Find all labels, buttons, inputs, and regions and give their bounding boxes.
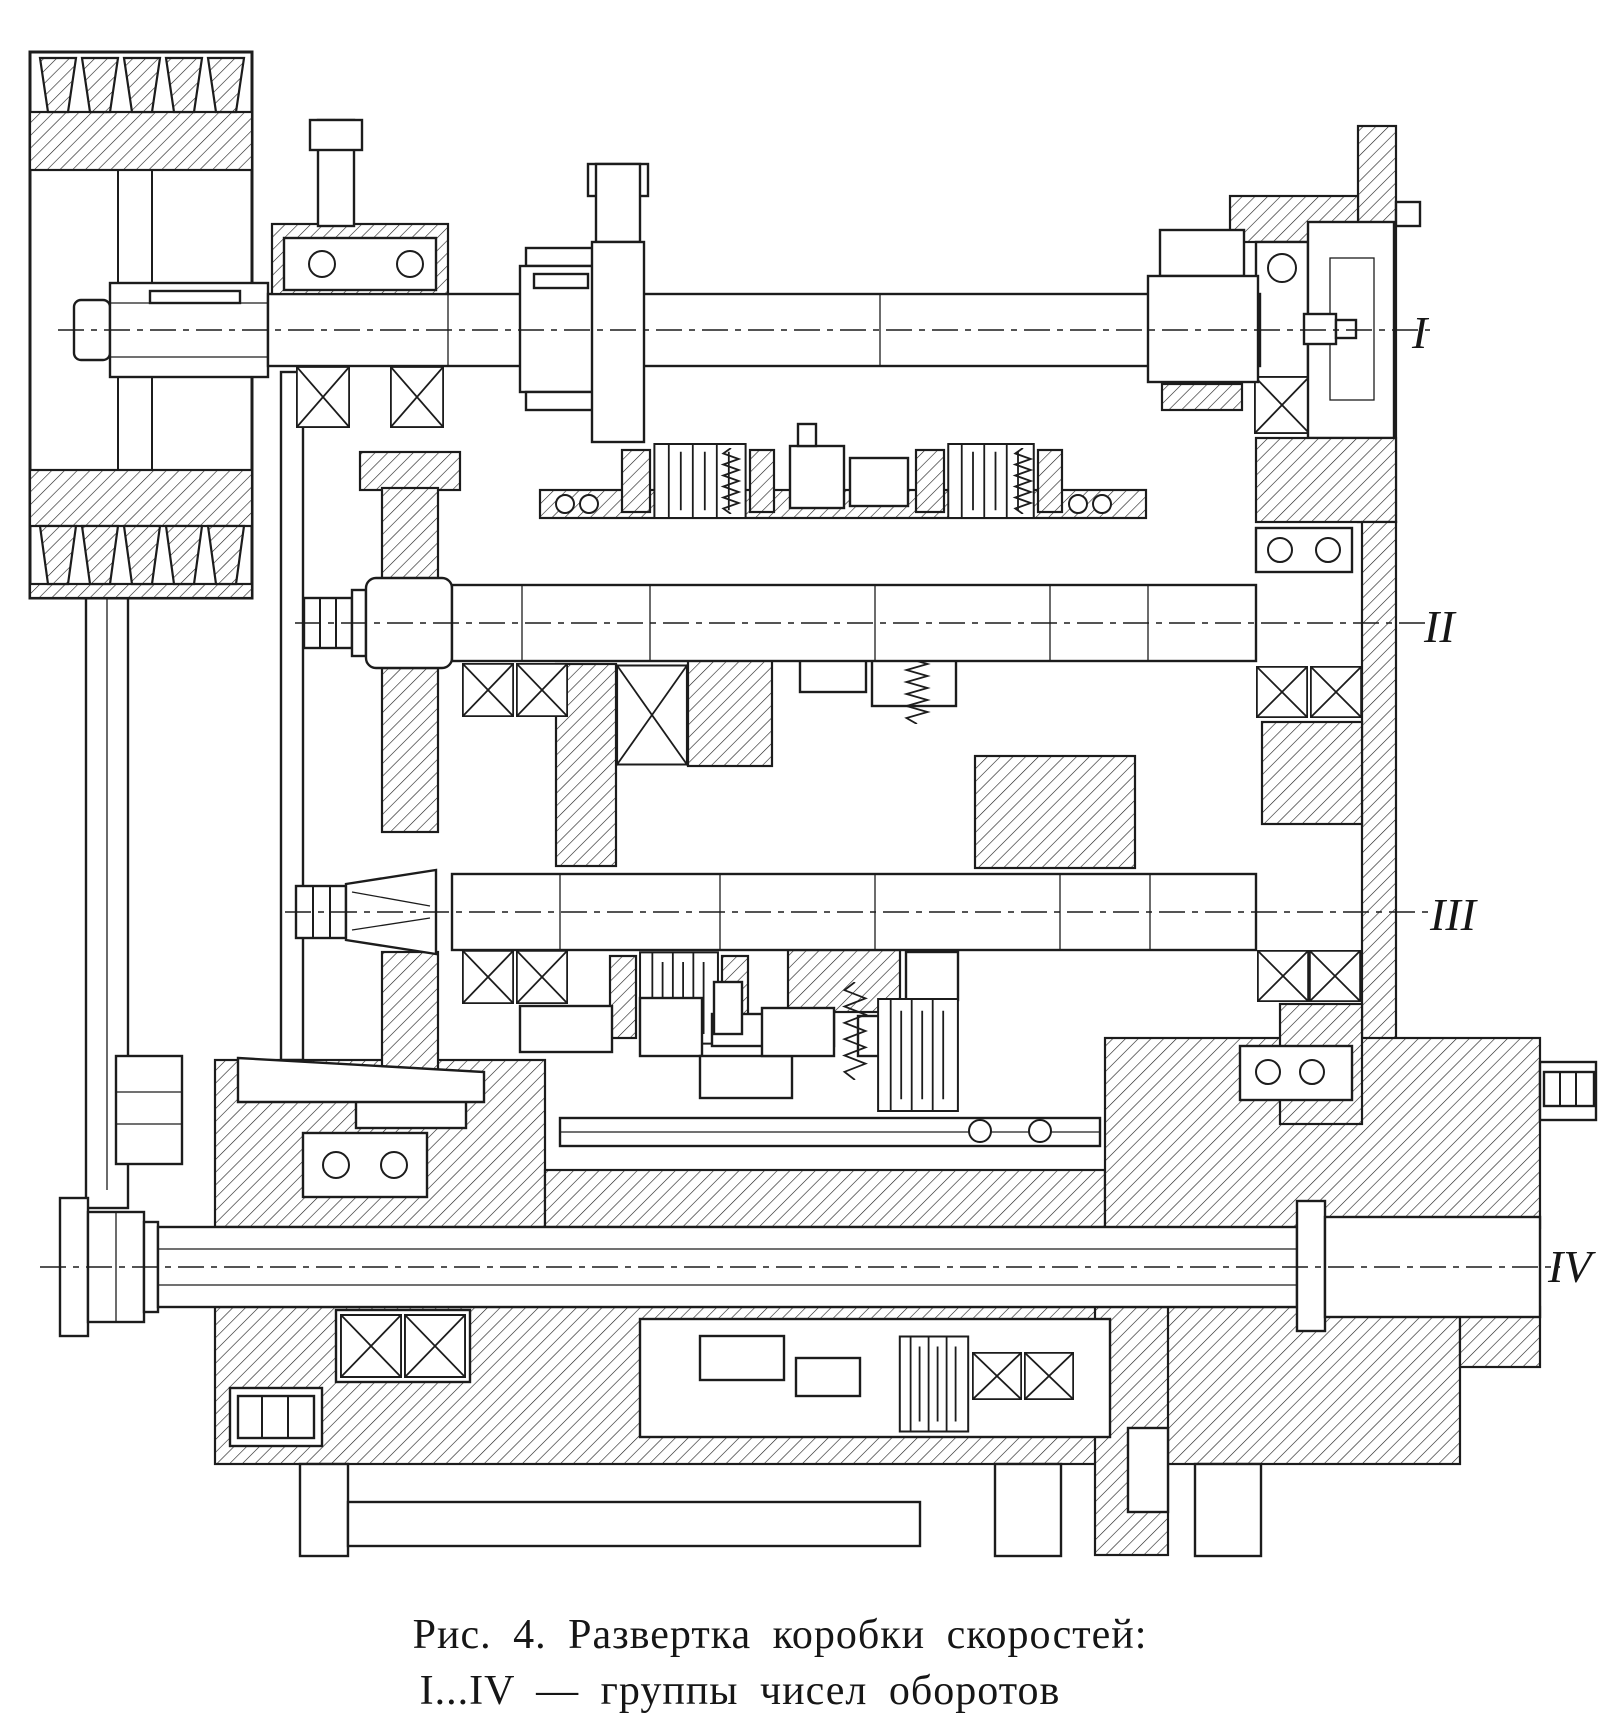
- shifter-bracket: [116, 1056, 182, 1164]
- housing-foot-left: [300, 1464, 348, 1556]
- base-bar: [348, 1502, 920, 1546]
- gear-wheel: [975, 756, 1135, 868]
- figure-caption-line-2: I...IV — группы чисел оборотов: [419, 1668, 1061, 1714]
- housing-foot-right: [1195, 1464, 1261, 1556]
- inner-partition-wall: [281, 372, 303, 1060]
- hex-bolt: [238, 1396, 314, 1438]
- shaft-2-label: II: [1424, 601, 1455, 652]
- housing-foot-center: [995, 1464, 1061, 1556]
- gear-hub: [1148, 276, 1258, 382]
- gear-wheel: [688, 652, 772, 766]
- shaft-1-assembly: [58, 120, 1430, 442]
- stud: [596, 164, 640, 242]
- shaft-3-assembly: [285, 870, 1430, 954]
- figure-caption-line-1: Рис. 4. Развертка коробки скоростей:: [412, 1612, 1148, 1658]
- shaft-1-label: I: [1412, 307, 1428, 358]
- shaft-4-label: IV: [1548, 1241, 1592, 1292]
- gear-wheel: [1262, 722, 1362, 824]
- shaft-3-label: III: [1430, 889, 1476, 940]
- housing-right-wall: [1230, 126, 1420, 1040]
